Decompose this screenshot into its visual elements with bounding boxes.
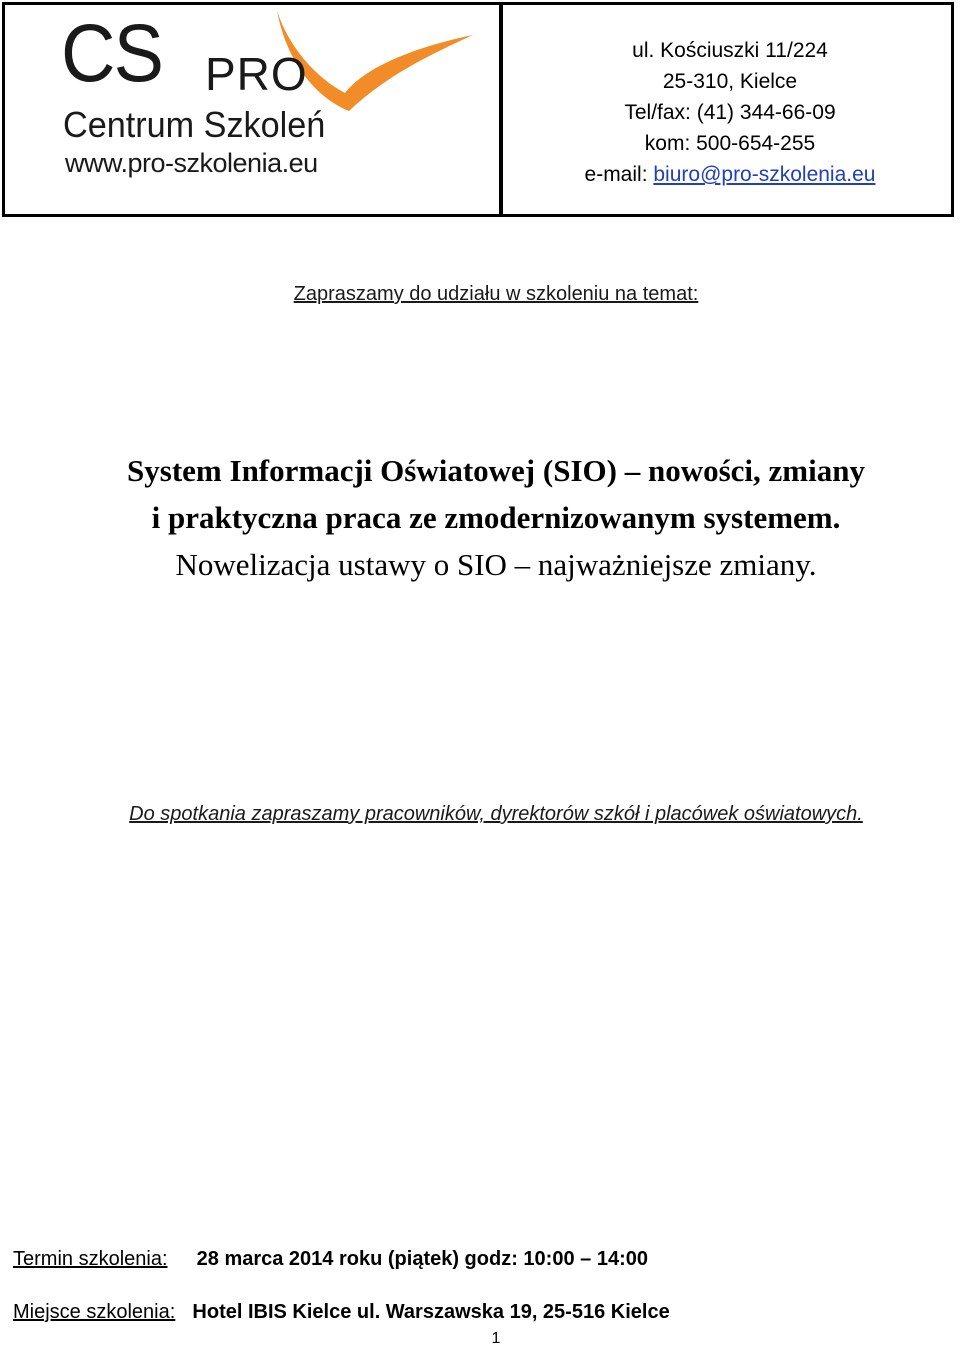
email-link[interactable]: biuro@pro-szkolenia.eu	[653, 163, 876, 186]
contact-mobile: kom: 500-654-255	[644, 132, 816, 155]
header-divider	[499, 5, 503, 214]
contact-telfax: Tel/fax: (41) 344-66-09	[624, 101, 836, 124]
invitation-text: Zapraszamy do udziału w szkoleniu na temat:	[293, 283, 699, 305]
place-label: Miejsce szkolenia:	[13, 1301, 176, 1323]
logo-company-name: Centrum Szkoleń	[63, 104, 326, 145]
place-value: Hotel IBIS Kielce ul. Warszawska 19, 25-516 Kielce	[192, 1301, 670, 1323]
place-row	[13, 1301, 670, 1324]
title-line-3: Nowelizacja ustawy o SIO – najważniejsze zmiany.	[175, 547, 817, 582]
company-logo	[55, 7, 475, 212]
letterhead	[2, 2, 954, 217]
title-line-2: i praktyczna praca ze zmodernizowanym systemem.	[151, 500, 841, 535]
contact-email-line	[505, 159, 955, 190]
date-value: 28 marca 2014 roku (piątek) godz: 10:00 – 14:00	[196, 1248, 648, 1270]
audience-text: Do spotkania zapraszamy pracowników, dyrektorów szkół i placówek oświatowych.	[129, 803, 863, 825]
contact-street: ul. Kościuszki 11/224	[632, 39, 828, 62]
contact-email-label: e-mail:	[584, 163, 654, 186]
title-line-1: System Informacji Oświatowej (SIO) – nowości, zmiany	[127, 453, 865, 488]
logo-cs-text: CS	[61, 8, 163, 99]
logo-pro-text: PRO	[205, 48, 308, 100]
page-number: 1	[491, 1330, 501, 1347]
date-label: Termin szkolenia:	[13, 1248, 168, 1270]
training-title	[0, 447, 960, 588]
logo-url: www.pro-szkolenia.eu	[65, 148, 318, 178]
contact-city: 25-310, Kielce	[662, 70, 798, 93]
contact-info	[505, 35, 955, 190]
date-row	[13, 1248, 648, 1271]
